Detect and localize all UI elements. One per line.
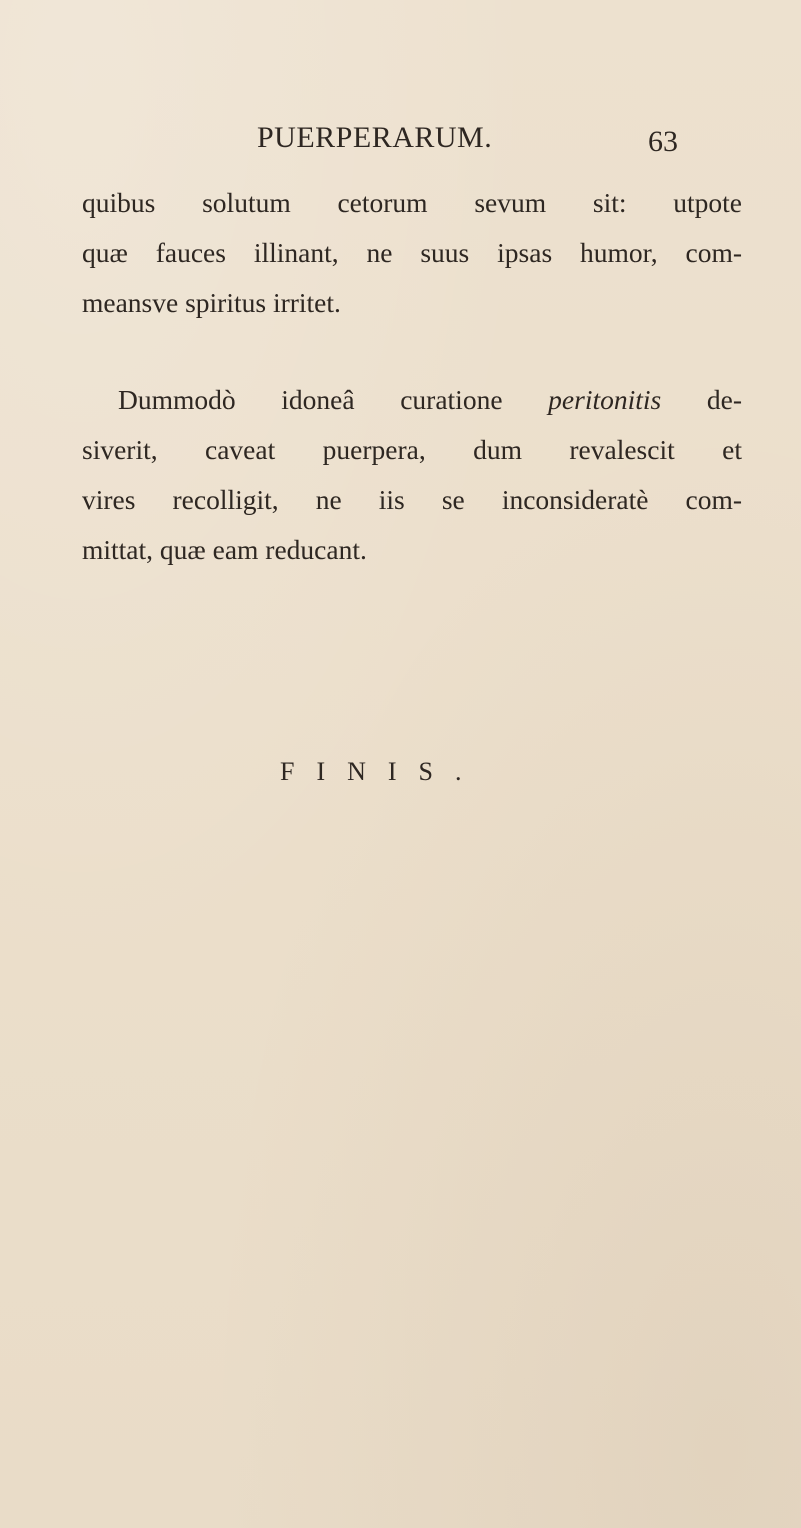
- italic-term: peritonitis: [548, 384, 662, 415]
- paragraph-2: [82, 375, 742, 575]
- paragraph-1: [82, 178, 742, 328]
- text-line: vires recolligit, ne iis se inconsideratè com-: [82, 484, 742, 515]
- text-segment: Dummodò idoneâ curatione: [118, 384, 549, 415]
- page-number: 63: [648, 125, 678, 158]
- text-segment: de-: [661, 384, 742, 415]
- text-line: [82, 375, 742, 425]
- text-line: quibus solutum cetorum sevum sit: utpote: [82, 187, 742, 218]
- text-line: siverit, caveat puerpera, dum revalescit et: [82, 434, 742, 465]
- text-line: mittat, quæ eam reducant.: [82, 534, 367, 565]
- running-header: [0, 118, 801, 158]
- text-line: meansve spiritus irritet.: [82, 287, 341, 318]
- running-title: PUERPERARUM.: [257, 121, 493, 154]
- finis-mark: FINIS.: [280, 757, 484, 786]
- text-line: quæ fauces illinant, ne suus ipsas humor, com-: [82, 237, 742, 268]
